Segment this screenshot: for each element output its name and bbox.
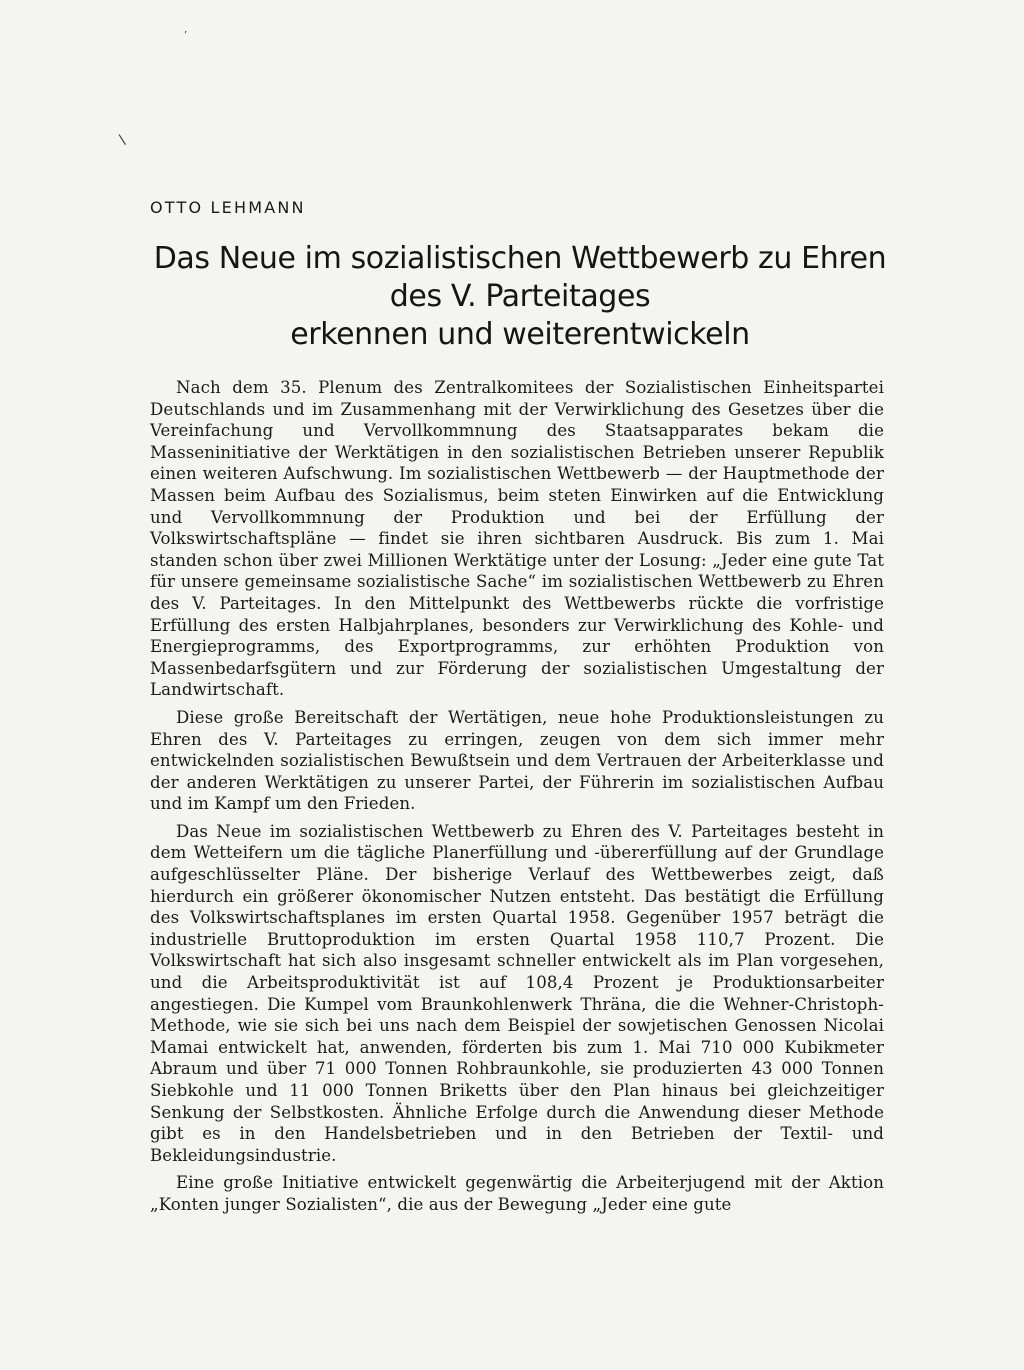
paragraph: Diese große Bereitschaft der Wertätigen, neue hohe Produktionsleistungen zu Ehren des V. Parteitages zu erringen, zeugen von dem sich immer mehr entwickelnden sozialistischen Bewußtsein und dem Vertrauen der Arbeiterklasse und der anderen Werktätigen zu unserer Partei, der Führerin im sozialistischen Aufbau und im Kampf um den Frieden.: [150, 707, 884, 814]
article-body: [150, 377, 884, 1222]
author-name: OTTO LEHMANN: [150, 198, 306, 217]
title-line-2: des V. Parteitages: [389, 279, 651, 314]
paragraph: Eine große Initiative entwickelt gegenwärtig die Arbeiterjugend mit der Aktion „Konten junger Sozialisten“, die aus der Bewegung „Jeder eine gute: [150, 1173, 884, 1214]
title-line-1: Das Neue im sozialistischen Wettbewerb zu Ehren: [153, 241, 887, 276]
paragraph: Das Neue im sozialistischen Wettbewerb zu Ehren des V. Parteitages besteht in dem Wetteifern um die tägliche Planerfüllung und -übererfüllung auf der Grundlage aufgeschlüsselter Pläne. Der bisherige Verlauf des Wettbewerbes zeigt, daß hierdurch ein größerer ökonomischer Nutzen entsteht. Das bestätigt die Erfüllung des Volkswirtschaftsplanes im ersten Quartal 1958. Gegenüber 1957 beträgt die industrielle Bruttoproduktion im ersten Quartal 1958 110,7 Prozent. Die Volkswirtschaft hat sich also insgesamt schneller entwickelt als im Plan vorgesehen, und die Arbeitsproduktivität ist auf 108,4 Prozent je Produktionsarbeiter angestiegen. Die Kumpel vom Braunkohlenwerk Thräna, die die Wehner-Christoph-Methode, wie sie sich bei uns nach dem Beispiel der sowjetischen Genossen Nicolai Mamai entwickelt hat, anwenden, förderten bis zum 1. Mai 710 000 Kubikmeter Abraum und über 71 000 Tonnen Rohbraunkohle, sie produzierten 43 000 Tonnen Siebkohle und 11 000 Tonnen Briketts über den Plan hinaus bei gleichzeitiger Senkung der Selbstkosten. Ähnliche Erfolge durch die Anwendung dieser Methode gibt es in den Handelsbetrieben und in den Betrieben der Textil- und Bekleidungsindustrie.: [150, 821, 884, 1165]
title-line-3: erkennen und weiterentwickeln: [290, 317, 750, 352]
scan-mark: ’: [184, 30, 188, 41]
paragraph: Nach dem 35. Plenum des Zentralkomitees der Sozialistischen Einheitspartei Deutschlands und im Zusammenhang mit der Verwirklichung des Gesetzes über die Vereinfachung und Vervollkommnung des Staatsapparates bekam die Masseninitiative der Werktätigen in den sozialistischen Betrieben unserer Republik einen weiteren Aufschwung. Im sozialistischen Wettbewerb — der Hauptmethode der Massen beim Aufbau des Sozialismus, beim steten Einwirken auf die Entwicklung und Vervollkommnung der Produktion und bei der Erfüllung der Volkswirtschaftspläne — findet sie ihren sichtbaren Ausdruck. Bis zum 1. Mai standen schon über zwei Millionen Werktätige unter der Losung: „Jeder eine gute Tat für unsere gemeinsame sozialistische Sache“ im sozialistischen Wettbewerb zu Ehren des V. Parteitages. In den Mittelpunkt des Wettbewerbs rückte die vorfristige Erfüllung des ersten Halbjahrplanes, besonders zur Verwirklichung des Kohle- und Energieprogramms, des Exportprogramms, zur erhöhten Produktion von Massenbedarfsgütern und zur Förderung der sozialistischen Umgestaltung der Landwirtschaft.: [150, 378, 884, 700]
article-title: [140, 240, 900, 354]
scan-mark: \: [118, 131, 127, 149]
